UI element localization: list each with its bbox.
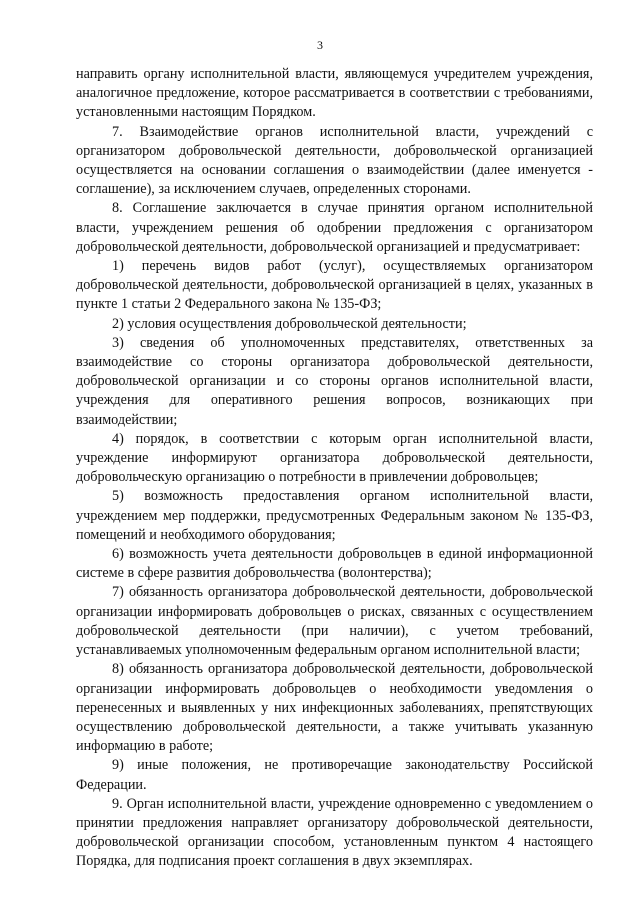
document-body (76, 65, 593, 872)
subitem-3: 3) сведения об уполномоченных представителях, ответственных за взаимодействие со стороны организатора добровольческой деятельности, добровольческой организации и со стороны органов исполнительной власти, учреждения для оперативного решения вопросов, возникающих при взаимодействии; (76, 334, 593, 428)
subitem-6: 6) возможность учета деятельности добровольцев в единой информационной системе в сфере развития добровольчества (волонтерства); (76, 546, 593, 582)
paragraph-continuation: направить органу исполнительной власти, являющемуся учредителем учреждения, аналогичное предложение, которое рассматривается в соответствии с требованиями, установленными настоящим Порядком. (76, 66, 593, 121)
paragraph-item-7: 7. Взаимодействие органов исполнительной власти, учреждений с организатором добровольческой деятельности, добровольческой организацией осуществляется на основании соглашения о взаимодействии (далее именуется - соглашение), за исключением случаев, определенных сторонами. (76, 123, 593, 198)
paragraph-item-9: 9. Орган исполнительной власти, учреждение одновременно с уведомлением о принятии предложения направляет организатору добровольческой деятельности, добровольческой организации способом, установленным пунктом 4 настоящего Порядка, для подписания проект соглашения в двух экземплярах. (76, 795, 593, 870)
subitem-7: 7) обязанность организатора добровольческой деятельности, добровольческой организации информировать добровольцев о рисках, связанных с осуществлением добровольческой деятельности (при наличии), с учетом требований, устанавливаемых уполномоченным федеральным органом исполнительной власти; (76, 584, 593, 659)
subitem-8: 8) обязанность организатора добровольческой деятельности, добровольческой организации информировать добровольцев о необходимости уведомления о перенесенных и выявленных у них инфекционных заболеваниях, препятствующих осуществлению добровольческой деятельности, а также учитывать указанную информацию в работе; (76, 661, 593, 755)
paragraph-item-8: 8. Соглашение заключается в случае принятия органом исполнительной власти, учреждением решения об одобрении предложения с организатором добровольческой деятельности, добровольческой организацией и предусматривает: (76, 200, 593, 255)
subitem-5: 5) возможность предоставления органом исполнительной власти, учреждением мер поддержки, предусмотренных Федеральным законом № 135-ФЗ, помещений и необходимого оборудования; (76, 488, 593, 543)
subitem-1: 1) перечень видов работ (услуг), осуществляемых организатором добровольческой деятельности, добровольческой организацией в целях, указанных в пункте 1 статьи 2 Федерального закона № 135-ФЗ; (76, 258, 593, 313)
subitem-4: 4) порядок, в соответствии с которым орган исполнительной власти, учреждение информируют организатора добровольческой деятельности, добровольческую организацию о потребности в привлечении добровольцев; (76, 430, 593, 486)
page-number: 3 (317, 38, 323, 52)
subitem-9: 9) иные положения, не противоречащие законодательству Российской Федерации. (76, 757, 593, 793)
subitem-2: 2) условия осуществления добровольческой деятельности; (112, 315, 467, 332)
